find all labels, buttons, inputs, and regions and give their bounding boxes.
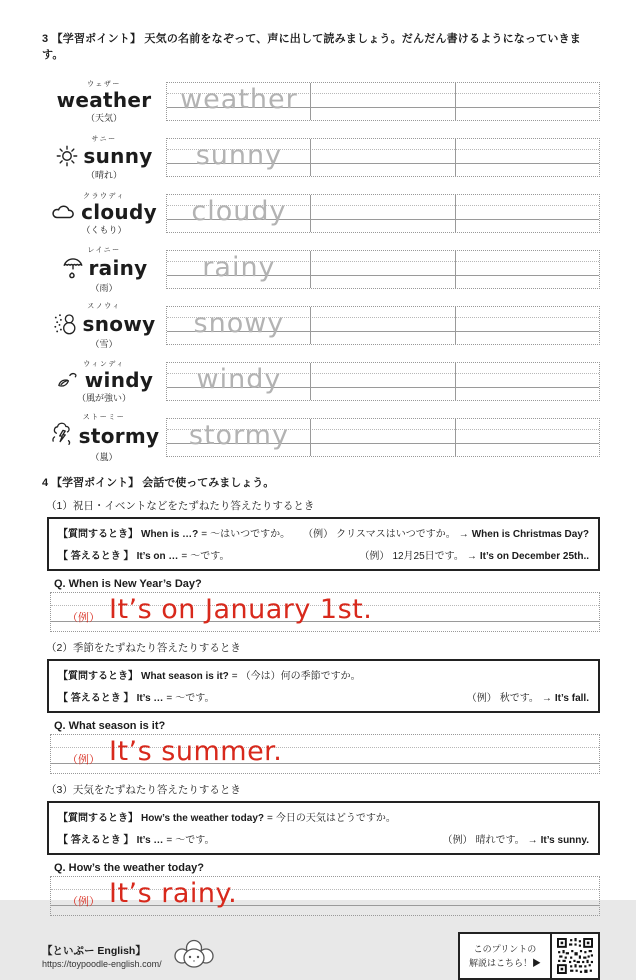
english-word: sunny (83, 143, 153, 168)
equals-sign: = (166, 693, 173, 704)
example-answer-text: It’s on January 1st. (109, 594, 373, 626)
pattern-japanese: 今日の天気はどうですか。 (275, 813, 396, 824)
pattern-label: 【 答えるとき 】 (58, 551, 134, 562)
leaf-wind-icon (55, 369, 81, 391)
writing-cell[interactable] (311, 195, 455, 232)
tracing-line-rainy[interactable] (166, 250, 600, 289)
trace-word: snowy (193, 307, 285, 339)
word-label-cloudy (42, 191, 166, 236)
example-label: （例） (359, 551, 390, 562)
trace-word: rainy (202, 251, 276, 283)
table-row (42, 297, 600, 353)
writing-cell[interactable] (456, 419, 599, 456)
section3-title: 3 【学習ポイント】 天気の名前をなぞって、声に出して読みましょう。だんだん書けるようになっていきます。 (42, 33, 582, 61)
example-english: When is Christmas Day? (471, 529, 589, 540)
pattern-english: What season is it? (141, 671, 229, 682)
writing-cell[interactable] (311, 307, 455, 344)
japanese-gloss: （風が強い） (76, 392, 131, 403)
writing-cell[interactable] (311, 83, 455, 120)
sun-icon (55, 144, 79, 168)
arrow: → (458, 529, 469, 540)
english-word: stormy (78, 423, 160, 448)
toy-poodle-icon (172, 937, 216, 980)
answer-pattern-row (58, 689, 589, 704)
word-label-sunny (42, 134, 166, 181)
answer-pattern-row (58, 547, 589, 562)
word-label-rainy (42, 245, 166, 294)
pattern-english: When is …? (141, 529, 199, 540)
word-label-weather (42, 79, 166, 124)
arrow: → (527, 835, 538, 846)
qr-caption: このプリントの 解説はこちら！▶ (460, 934, 552, 978)
writing-cell[interactable] (456, 195, 599, 232)
equals-sign: = (231, 671, 238, 682)
japanese-gloss: （雪） (90, 338, 118, 349)
practice-question: Q. What season is it? (54, 720, 166, 732)
writing-cell[interactable] (311, 139, 455, 176)
writing-cell[interactable] (456, 139, 599, 176)
question-pattern-row (58, 809, 589, 824)
pattern-english: It’s on … (136, 551, 179, 562)
example-japanese: 12月25日です。 (392, 551, 464, 562)
equals-sign: = (201, 529, 208, 540)
katakana-reading: レイニー (87, 246, 121, 254)
example-answer-label: （例） (67, 896, 100, 908)
site-name: 【といぷー English】 (42, 945, 146, 957)
example-english: It’s sunny. (540, 835, 589, 846)
trace-word: weather (180, 83, 298, 115)
grammar-rule-box (47, 801, 600, 855)
english-word: rainy (88, 255, 148, 280)
example-label: （例） (442, 835, 473, 846)
example-answer-label: （例） (67, 612, 100, 624)
tracing-line-windy[interactable] (166, 362, 600, 401)
japanese-gloss: （嵐） (90, 451, 118, 462)
cloud-icon (51, 201, 77, 223)
pattern-japanese: ～です。 (175, 835, 215, 846)
arrow: → (466, 551, 477, 562)
writing-cell[interactable] (311, 419, 455, 456)
table-row (42, 241, 600, 297)
writing-cell[interactable] (311, 363, 455, 400)
pattern-label: 【質問するとき】 (58, 813, 138, 824)
japanese-gloss: （晴れ） (85, 169, 122, 180)
subsection-heading: （2）季節をたずねたり答えたりするとき (46, 642, 241, 654)
japanese-gloss: （雨） (90, 282, 118, 293)
practice-question: Q. When is New Year’s Day? (54, 578, 202, 590)
katakana-reading: ウィンディ (83, 360, 125, 368)
pattern-japanese: ～です。 (175, 693, 215, 704)
trace-word: stormy (188, 419, 289, 451)
arrow: → (541, 693, 552, 704)
example-japanese: 秋です。 (499, 693, 539, 704)
writing-cell[interactable] (456, 83, 599, 120)
example-english: It’s fall. (554, 693, 589, 704)
answer-writing-line[interactable] (50, 734, 600, 774)
question-pattern-row (58, 525, 589, 540)
qr-panel (458, 932, 600, 980)
umbrella-icon (61, 255, 85, 281)
answer-pattern-row (58, 831, 589, 846)
word-label-stormy (42, 412, 166, 463)
subsection-2 (42, 640, 600, 774)
equals-sign: = (166, 835, 173, 846)
practice-question: Q. How’s the weather today? (54, 862, 204, 874)
example-english: It’s on December 25th.. (479, 551, 589, 562)
subsection-1 (42, 498, 600, 632)
example-label: （例） (466, 693, 497, 704)
writing-cell[interactable] (456, 363, 599, 400)
pattern-label: 【 答えるとき 】 (58, 693, 134, 704)
katakana-reading: サニー (91, 135, 117, 143)
vocabulary-practice-table (42, 73, 600, 465)
example-answer-text: It’s summer. (109, 736, 283, 768)
footer (0, 932, 636, 980)
word-label-snowy (42, 301, 166, 350)
subsection-heading: （3）天気をたずねたり答えたりするとき (46, 784, 241, 796)
katakana-reading: ストーミー (82, 413, 126, 421)
trace-word: windy (196, 363, 282, 395)
writing-cell[interactable] (456, 251, 599, 288)
pattern-label: 【質問するとき】 (58, 529, 138, 540)
storm-cloud-icon (49, 422, 75, 450)
english-word: cloudy (81, 199, 157, 224)
question-pattern-row (58, 667, 589, 682)
trace-word: cloudy (191, 195, 287, 227)
pattern-label: 【 答えるとき 】 (58, 835, 134, 846)
pattern-english: How’s the weather today? (141, 813, 264, 824)
subsection-3 (42, 782, 600, 916)
site-url[interactable]: https://toypoodle-english.com/ (42, 959, 162, 969)
japanese-gloss: （くもり） (81, 224, 127, 235)
pattern-english: It’s … (136, 693, 164, 704)
example-answer-label: （例） (67, 754, 100, 766)
subsection-heading: （1）祝日・イベントなどをたずねたり答えたりするとき (46, 500, 315, 512)
pattern-japanese: ～です。 (190, 551, 230, 562)
writing-cell[interactable] (456, 307, 599, 344)
japanese-gloss: （天気） (85, 112, 122, 123)
equals-sign: = (266, 813, 273, 824)
pattern-english: It’s … (136, 835, 164, 846)
pattern-japanese: ～はいつですか。 (210, 529, 291, 540)
qr-code-icon (552, 934, 598, 978)
word-label-windy (42, 359, 166, 404)
katakana-reading: スノウィ (87, 302, 121, 310)
table-row (42, 73, 600, 129)
katakana-reading: ウェザー (87, 80, 121, 88)
writing-cell[interactable] (311, 251, 455, 288)
pattern-label: 【質問するとき】 (58, 671, 138, 682)
grammar-rule-box (47, 659, 600, 713)
snowman-icon (53, 311, 79, 337)
grammar-rule-box (47, 517, 600, 571)
english-word: windy (84, 367, 154, 392)
tracing-line-weather[interactable] (166, 82, 600, 121)
table-row (42, 129, 600, 185)
tracing-line-sunny[interactable] (166, 138, 600, 177)
tracing-line-snowy[interactable] (166, 306, 600, 345)
katakana-reading: クラウディ (83, 192, 125, 200)
pattern-japanese: （今は）何の季節ですか。 (240, 671, 361, 682)
example-japanese: クリスマスはいつですか。 (336, 529, 456, 540)
english-word: snowy (82, 311, 156, 336)
equals-sign: = (181, 551, 188, 562)
section4-title: 4 【学習ポイント】 会話で使ってみましょう。 (42, 477, 275, 489)
english-word: weather (56, 87, 152, 112)
table-row (42, 353, 600, 409)
answer-writing-line[interactable] (50, 592, 600, 632)
trace-word: sunny (195, 139, 283, 171)
tracing-line-cloudy[interactable] (166, 194, 600, 233)
table-row (42, 185, 600, 241)
example-answer-text: It’s rainy. (109, 878, 238, 910)
tracing-line-stormy[interactable] (166, 418, 600, 457)
table-row (42, 409, 600, 465)
answer-writing-line[interactable] (50, 876, 600, 916)
example-japanese: 晴れです。 (475, 835, 525, 846)
example-label: （例） (303, 529, 334, 540)
